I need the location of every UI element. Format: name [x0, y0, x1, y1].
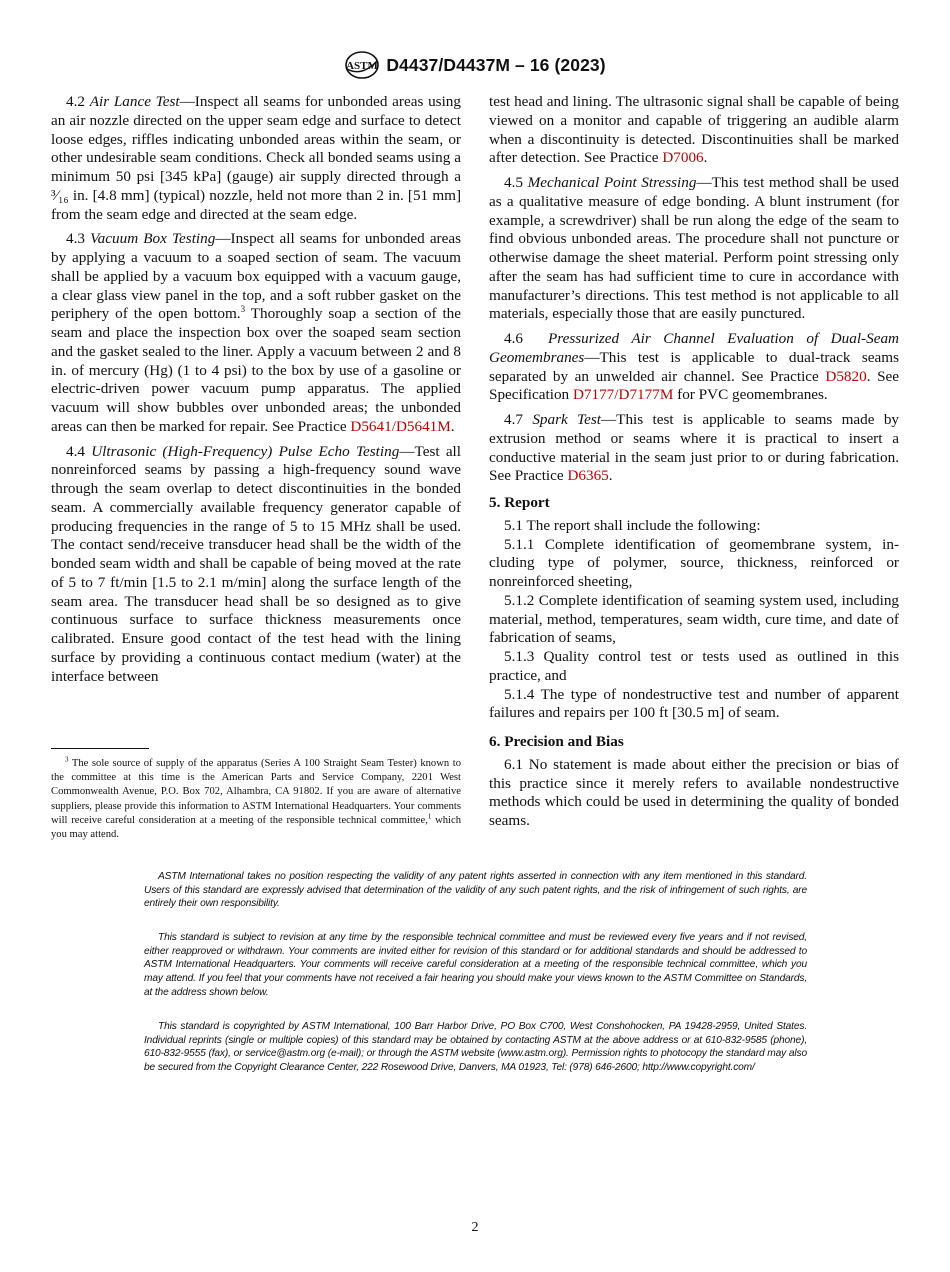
section-body-end: in. [4.8 mm] (typical) nozzle, held not more than 2 in. [51 mm] from the seam edge and directed at the seam edge. [51, 186, 461, 223]
heading-report: 5. Report [489, 494, 550, 511]
heading-precision-and-bias: 6. Precision and Bias [489, 733, 624, 750]
footnote-divider [51, 748, 149, 749]
fraction: ³⁄₁₆ [51, 186, 69, 204]
section-title: Mechanical Point Stressing [527, 174, 697, 191]
document-id: D4437/D4437M – 16 (2023) [386, 54, 606, 75]
section-body-mid: . See Specification [489, 367, 899, 404]
section-title: Ultrasonic (High-Frequency) Pulse Echo Testing [91, 442, 400, 460]
section-4-3 [51, 230, 461, 436]
punctuation: . [450, 417, 455, 435]
footnote-ref[interactable]: 3 [240, 304, 246, 315]
astm-logo-icon [344, 50, 380, 80]
item-6-1 [489, 756, 899, 831]
copyright-notice: This standard is copyrighted by ASTM International, 100 Barr Harbor Drive, PO Box C700, West Conshohocken, PA 19428-2959, United States. Individual reprints (single or multiple copies) of this standard may be obtained by contacting ASTM at the above address or at 610-832-9585 (phone), 610-832-9555 (fax), or service@astm.org (e-mail); or through the ASTM website (www.astm.org). Permission rights to photocopy the standard may also be secured from the Copyright Clearance Center, 222 Rosewood Drive, Danvers, MA 01923, Tel: (978) 646-2600; http://www.copyright.com/ [144, 1021, 807, 1074]
item-text: Quality control test or tests used as outlined in this practice, and [489, 648, 900, 684]
section-number: 4.7 [504, 411, 523, 428]
link-d7006[interactable]: D7006 [662, 149, 704, 167]
link-d5641[interactable]: D5641/D5641M [350, 417, 451, 435]
section-title: Air Lance Test [89, 93, 180, 110]
right-column [489, 93, 899, 831]
item-number: 6.1 [504, 755, 523, 773]
link-d6365[interactable]: D6365 [567, 467, 609, 485]
item-number: 5.1 [504, 516, 523, 534]
section-title: Vacuum Box Testing [90, 230, 216, 248]
section-body: —Test all nonreinforced seams by passing a high-frequency sound wave through the seam overlap to detect discontinuities in the bonded seam. A commercially available frequency generator capable of producing frequencies in the range of 5 to 15 MHz shall be used. The contact send/receive transducer head shall be the width of the bonded seam width and shall be capable of being moved at the rate of 5 to 7 ft/min [1.5 to 2.1 m/min] along the surface length of the seam area. The transducer head shall be so designed as to give continuous surface to surface thickness measurements once calibrated. Ensure good contact of the test head with the lining surface by providing a continuous contact medium (water) at the interface between [51, 442, 461, 685]
patent-notice: ASTM International takes no position respecting the validity of any patent rights asserted in connection with any item mentioned in this standard. Users of this standard are expressly advised that determination of the validity of any such patent rights, and the risk of infringement of such rights, are entirely their own responsibility. [144, 871, 807, 910]
section-number: 4.4 [66, 442, 85, 460]
section-body: test head and lining. The ultrasonic signal shall be capable of being viewed on a monitor and capable of triggering an audible alarm when a discontinuity is detected. Discontinuities shall be marked after detection. See Practice [489, 93, 899, 167]
section-body-cont: Thoroughly soap a section of the seam and place the inspection box over the soaped seam section and the gasket sealed to the liner. Apply a vacuum between 2 and 8 in. of mercury (Hg) (1 to 4 psi) to the box by use of a gasoline or electric-driven power vacuum pump apparatus. The applied vacuum will show bubbles over unbonded areas; the unbonded areas can then be marked for repair. See Practice [51, 305, 462, 435]
left-column [51, 93, 461, 686]
section-body: —This test is applicable to seams made by extrusion method or seams where it is practical to insert a conductive material in the seam just prior to or during fabrication. See Practice [489, 411, 900, 485]
section-body: —This test is applicable to dual-track seams separated by an unwelded air channel. See Practice [489, 348, 899, 385]
section-title: Spark Test [532, 411, 601, 428]
section-body-end: for PVC geomembranes. [673, 386, 828, 404]
section-4-2 [51, 93, 461, 224]
section-number: 4.6 [504, 330, 523, 347]
item-text: The type of nondestructive test and number of apparent failures and repairs per 100 ft [30.5 m] of seam. [489, 685, 899, 722]
revision-notice: This standard is subject to revision at any time by the responsible technical committee and must be reviewed every five years and if not revised, either reapproved or withdrawn. Your comments are invited either for revision of this standard or for additional standards and should be addressed to ASTM International Headquarters. Your comments will receive careful consideration at a meeting of the responsible technical committee, which you may attend. If you feel that your comments have not received a fair hearing you should make your views known to the ASTM Committee on Standards, at the address shown below. [144, 932, 807, 998]
link-d7177[interactable]: D7177/D7177M [572, 386, 674, 404]
svg-text:ASTM: ASTM [346, 60, 379, 72]
footnote-marker: 3 [65, 755, 69, 764]
section-4-4-continued [489, 93, 899, 168]
footnote-ref[interactable]: 1 [427, 812, 432, 821]
item-5-1-1 [489, 536, 899, 592]
section-number: 4.2 [66, 93, 85, 110]
item-5-1 [489, 517, 899, 536]
page-header [0, 50, 950, 80]
section-body: —Inspect all seams for unbonded areas using an air nozzle directed on the upper seam edge and surface to detect loose edges, riffles indicating unbonded areas within the seam, or other undesirable seam conditions. Check all bonded seams using a minimum 50 psi [345 kPa] (gauge) air supply directed through a [51, 93, 461, 185]
item-number: 5.1.1 [504, 535, 535, 553]
section-4-6 [489, 330, 899, 405]
item-text: Complete identification of seaming system used, including material, method, temperatures, seam width, cure time, and date of fabrication of seams, [489, 591, 900, 647]
section-number: 4.3 [66, 230, 85, 248]
section-4-4 [51, 443, 461, 687]
punctuation: . [703, 149, 708, 167]
footnote-3 [51, 757, 461, 842]
item-text: Complete identification of geomembrane system, including type of polymer, source, thickness, reinforced or nonreinforced sheeting, [489, 535, 900, 590]
section-4-7 [489, 411, 899, 486]
item-text: No statement is made about either the precision or bias of this practice since it merely refers to available nondestructive methods which could be used in determining the quality of bonded seams. [489, 755, 899, 829]
footnote-text: The sole source of supply of the apparatus (Series A 100 Straight Seam Tester) known to the committee at this time is the American Parts and Service Company, 2201 West Commonwealth Avenue, P.O. Box 702, Alhambra, CA 91802. If you are aware of alternative suppliers, please provide this information to ASTM International Headquarters. Your comments will receive careful consideration at a meeting of the responsible technical committee, [51, 758, 461, 826]
item-number: 5.1.4 [504, 685, 535, 703]
section-title: Pressurized Air Channel Evaluation of Dual-Seam Geomembranes [489, 330, 900, 366]
section-4-5 [489, 174, 899, 324]
item-5-1-2 [489, 592, 899, 648]
section-body: —This test method shall be used as a qualitative measure of edge bonding. A blunt instrument (for example, a screwdriver) shall be run along the edge of the seam to find obvious unbonded areas. The procedure shall not puncture or otherwise damage the sheet material. Perform point stressing only after the seam has had sufficient time to cure in accordance with manufacturer’s directions. This test method is not applicable to all materials, especially those that are easily punctured. [489, 174, 899, 323]
footnote-text-end: which you may attend. [51, 814, 461, 841]
punctuation: . [608, 467, 613, 485]
section-number: 4.5 [504, 174, 523, 191]
link-d5820[interactable]: D5820 [825, 367, 867, 385]
item-text: The report shall include the following: [526, 516, 761, 534]
item-5-1-3 [489, 648, 899, 686]
item-number: 5.1.3 [504, 648, 535, 665]
section-body: —Inspect all seams for unbonded areas by applying a vacuum to a soaped section of seam. The vacuum shall be applied by a vacuum box equipped with a vacuum gauge, a clear glass view panel in the top, and a soft rubber gasket on the periphery of the open bottom. [51, 230, 462, 323]
item-5-1-4 [489, 686, 899, 724]
item-number: 5.1.2 [504, 591, 535, 609]
page-number: 2 [471, 1220, 479, 1235]
